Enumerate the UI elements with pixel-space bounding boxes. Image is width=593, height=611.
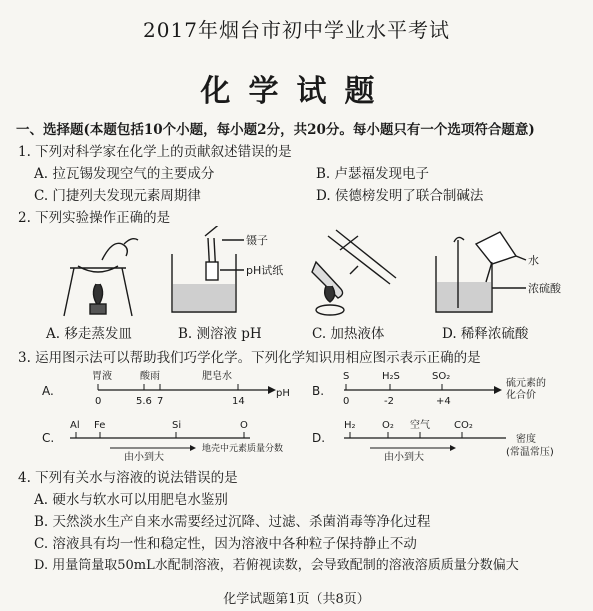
q3-a-end-label: pH: [276, 388, 290, 399]
q3-diagram-b: [310, 366, 580, 410]
q3-d-label-air: 空气: [410, 420, 430, 431]
q3-b-label-so2: SO₂: [432, 371, 451, 382]
q1-stem: 1. 下列对科学家在化学上的贡献叙述错误的是: [18, 144, 292, 160]
q3-a-tick-3: 14: [232, 396, 245, 407]
q3-a-tick-2: 7: [157, 396, 164, 407]
q3-a-label-gastric: 胃液: [92, 371, 112, 382]
q3-c-label-fe: Fe: [94, 420, 106, 431]
q3-c-arrow-text: 由小到大: [124, 452, 164, 463]
label-acid: 浓硫酸: [528, 282, 561, 295]
apparatus-a-tripod: [64, 239, 138, 316]
q2-option-c: C. 加热液体: [312, 326, 385, 342]
q3-c-end-label: 地壳中元素质量分数: [202, 444, 284, 454]
q3-d-label-o2: O₂: [382, 420, 394, 431]
q3-d-end-label-1: 密度: [516, 434, 536, 445]
q3-c-label-al: Al: [70, 420, 80, 431]
q3-diagram-a: [40, 366, 290, 410]
q3-a-tick-1: 5.6: [136, 396, 152, 407]
q3-diagram-d: [310, 418, 580, 464]
label-water: 水: [528, 254, 539, 267]
apparatus-c-test-tube: [312, 230, 396, 315]
q2-stem: 2. 下列实验操作正确的是: [18, 210, 171, 226]
q3-a-label-acid-rain: 酸雨: [140, 371, 160, 382]
q2-apparatus-figure: [40, 226, 570, 318]
q3-b-end-label-1: 硫元素的: [506, 378, 546, 389]
q3-stem: 3. 运用图示法可以帮助我们巧学化学。下列化学知识用相应图示表示正确的是: [18, 350, 481, 366]
q3-d-letter: D.: [312, 431, 326, 445]
q3-a-label-soap: 肥皂水: [202, 371, 232, 382]
subject-title: 化学试题: [200, 74, 393, 109]
q4-option-c: C. 溶液具有均一性和稳定性，因为溶液中各种粒子保持静止不动: [34, 536, 417, 552]
q1-option-d: D. 侯德榜发明了联合制碱法: [316, 188, 484, 204]
q3-c-letter: C.: [42, 431, 55, 445]
exam-title: 2017年烟台市初中学业水平考试: [143, 18, 450, 42]
q3-d-arrow-text: 由小到大: [384, 452, 424, 463]
q1-option-c: C. 门捷列夫发现元素周期律: [34, 188, 201, 204]
q3-b-tick-1: -2: [384, 396, 394, 407]
apparatus-d-beaker: [436, 232, 526, 312]
q3-d-label-h2: H₂: [344, 420, 356, 431]
q3-c-label-si: Si: [172, 420, 182, 431]
q3-b-label-s: S: [343, 371, 350, 382]
q3-b-end-label-2: 化合价: [506, 390, 536, 401]
q3-a-tick-0: 0: [95, 396, 102, 407]
q4-option-b: B. 天然淡水生产自来水需要经过沉降、过滤、杀菌消毒等净化过程: [34, 514, 431, 530]
label-tweezers: 镊子: [246, 234, 268, 247]
q3-a-letter: A.: [42, 384, 54, 398]
q2-option-b: B. 测溶液 pH: [178, 326, 262, 342]
apparatus-b-beaker: [172, 226, 244, 312]
q4-option-a: A. 硬水与软水可以用肥皂水鉴别: [34, 492, 228, 508]
page-footer: 化学试题第1页（共8页）: [223, 592, 370, 607]
q4-option-d: D. 用量筒量取50mL水配制溶液，若俯视读数，会导致配制的溶液溶质质量分数偏大: [34, 558, 519, 573]
q1-option-b: B. 卢瑟福发现电子: [316, 166, 430, 182]
q2-option-d: D. 稀释浓硫酸: [442, 326, 529, 342]
q3-diagram-c: [40, 418, 310, 464]
label-ph-paper: pH试纸: [246, 264, 284, 277]
q3-b-tick-2: +4: [436, 396, 451, 407]
q3-c-label-o: O: [240, 420, 248, 431]
q2-option-a: A. 移走蒸发皿: [46, 326, 132, 342]
q1-option-a: A. 拉瓦锡发现空气的主要成分: [34, 166, 215, 182]
section-heading: 一、选择题(本题包括10个小题，每小题2分，共20分。每小题只有一个选项符合题意): [16, 122, 535, 138]
q3-b-tick-0: 0: [343, 396, 350, 407]
q3-b-letter: B.: [312, 384, 325, 398]
q4-stem: 4. 下列有关水与溶液的说法错误的是: [18, 470, 238, 486]
q3-d-label-co2: CO₂: [454, 420, 473, 431]
q3-d-end-label-2: (常温常压): [506, 447, 554, 458]
q3-b-label-h2s: H₂S: [382, 371, 400, 382]
